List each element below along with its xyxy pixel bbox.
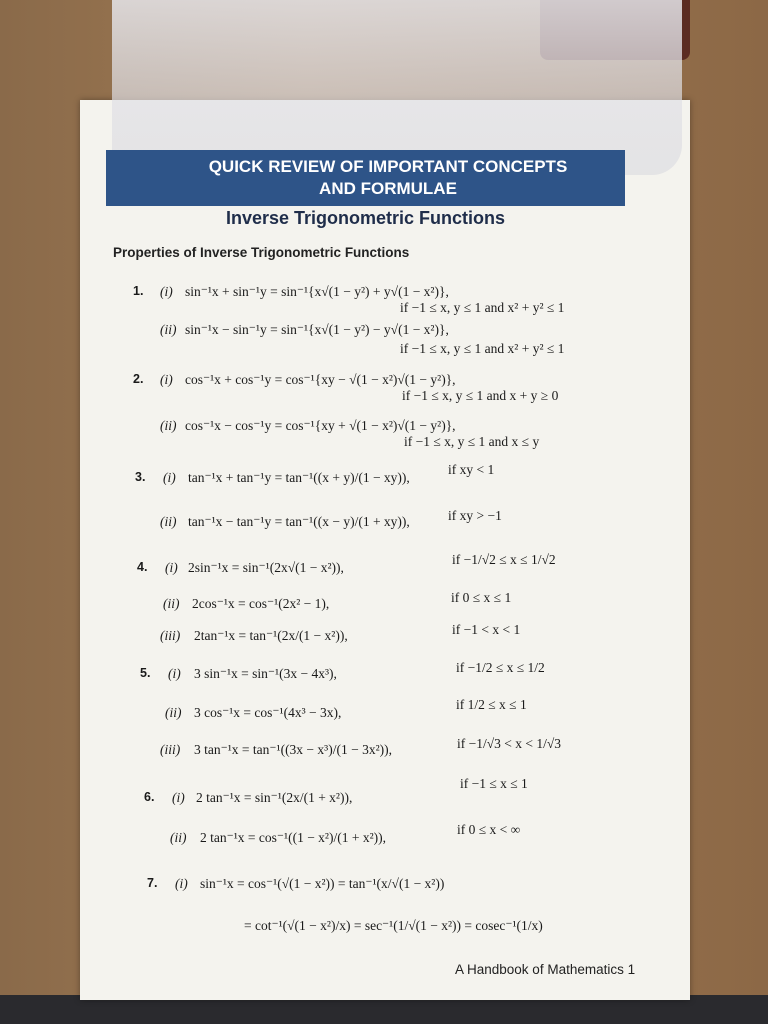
banner-line-1: QUICK REVIEW OF IMPORTANT CONCEPTS [208,157,568,176]
formula-expression: 3 cos⁻¹x = cos⁻¹(4x³ − 3x), [194,705,342,720]
formula-expression: 3 tan⁻¹x = tan⁻¹((3x − x³)/(1 − 3x²)), [194,742,392,757]
formula-part: (ii) [165,705,182,720]
formula-number: 6. [144,790,155,804]
formula-expression: sin⁻¹x = cos⁻¹(√(1 − x²)) = tan⁻¹(x/√(1 − x²)) [200,876,445,891]
book-page [80,100,690,1000]
formula-condition: if 0 ≤ x < ∞ [457,822,521,837]
formula-number: 1. [133,284,144,298]
page-title: Inverse Trigonometric Functions [225,208,506,228]
formula-expression: 2cos⁻¹x = cos⁻¹(2x² − 1), [192,596,330,611]
formula-expression: cos⁻¹x + cos⁻¹y = cos⁻¹{xy − √(1 − x²)√(1 − y²)}, [185,372,456,387]
formula-condition: if −1 ≤ x, y ≤ 1 and x² + y² ≤ 1 [400,300,565,315]
formula-part: (i) [168,666,181,681]
formula-condition: if −1 ≤ x ≤ 1 [460,776,528,791]
formula-condition: if 0 ≤ x ≤ 1 [451,590,512,605]
formula-part: (ii) [170,830,187,845]
formula-expression: tan⁻¹x − tan⁻¹y = tan⁻¹((x − y)/(1 + xy)), [188,514,410,529]
formula-condition: if −1/2 ≤ x ≤ 1/2 [456,660,545,675]
formula-part: (i) [160,284,173,299]
formula-expression: tan⁻¹x + tan⁻¹y = tan⁻¹((x + y)/(1 − xy)), [188,470,410,485]
formula-expression: sin⁻¹x − sin⁻¹y = sin⁻¹{x√(1 − y²) − y√(1 − x²)}, [185,322,449,337]
formula-condition: if −1 ≤ x, y ≤ 1 and x + y ≥ 0 [402,388,559,403]
formula-number: 2. [133,372,144,386]
formula-part: (i) [163,470,176,485]
formula-part: (i) [175,876,188,891]
formula-condition: if −1 < x < 1 [452,622,521,637]
formula-number: 4. [137,560,148,574]
formula-expression: 2sin⁻¹x = sin⁻¹(2x√(1 − x²)), [188,560,344,575]
formula-condition: if −1/√3 < x < 1/√3 [457,736,562,751]
formula-condition: if xy > −1 [448,508,502,523]
formula-condition: if −1 ≤ x, y ≤ 1 and x² + y² ≤ 1 [400,341,565,356]
banner-line-2: AND FORMULAE [319,179,457,198]
formula-number: 5. [140,666,151,680]
formula-condition: if −1/√2 ≤ x ≤ 1/√2 [452,552,556,567]
formula-part: (i) [172,790,185,805]
formula-part: (ii) [160,514,177,529]
formula-expression: cos⁻¹x − cos⁻¹y = cos⁻¹{xy + √(1 − x²)√(1 − y²)}, [185,418,456,433]
formula-part: (iii) [160,742,181,757]
formula-part: (ii) [160,322,177,337]
formula-part: (ii) [160,418,177,433]
formula-expression: 2tan⁻¹x = tan⁻¹(2x/(1 − x²)), [194,628,348,643]
formula-expression: 2 tan⁻¹x = cos⁻¹((1 − x²)/(1 + x²)), [200,830,386,845]
section-heading: Properties of Inverse Trigonometric Functions [113,245,410,260]
formula-expression: 3 sin⁻¹x = sin⁻¹(3x − 4x³), [194,666,337,681]
formula-expression: 2 tan⁻¹x = sin⁻¹(2x/(1 + x²)), [196,790,353,805]
formula-condition: if 1/2 ≤ x ≤ 1 [456,697,527,712]
formula-number: 3. [135,470,146,484]
banner-text [168,156,608,200]
formula-condition: if −1 ≤ x, y ≤ 1 and x ≤ y [404,434,540,449]
formula-condition: if xy < 1 [448,462,495,477]
page-footer: A Handbook of Mathematics 1 [455,962,636,977]
formula-part: (i) [160,372,173,387]
formula-part: (i) [165,560,178,575]
plastic-sheet [112,0,682,175]
formula-expression: sin⁻¹x + sin⁻¹y = sin⁻¹{x√(1 − y²) + y√(1 − x²)}, [185,284,449,299]
formula-part: (ii) [163,596,180,611]
formula-part: (iii) [160,628,181,643]
formula-number: 7. [147,876,158,890]
formula-expression: = cot⁻¹(√(1 − x²)/x) = sec⁻¹(1/√(1 − x²)) = cosec⁻¹(1/x) [244,918,543,933]
